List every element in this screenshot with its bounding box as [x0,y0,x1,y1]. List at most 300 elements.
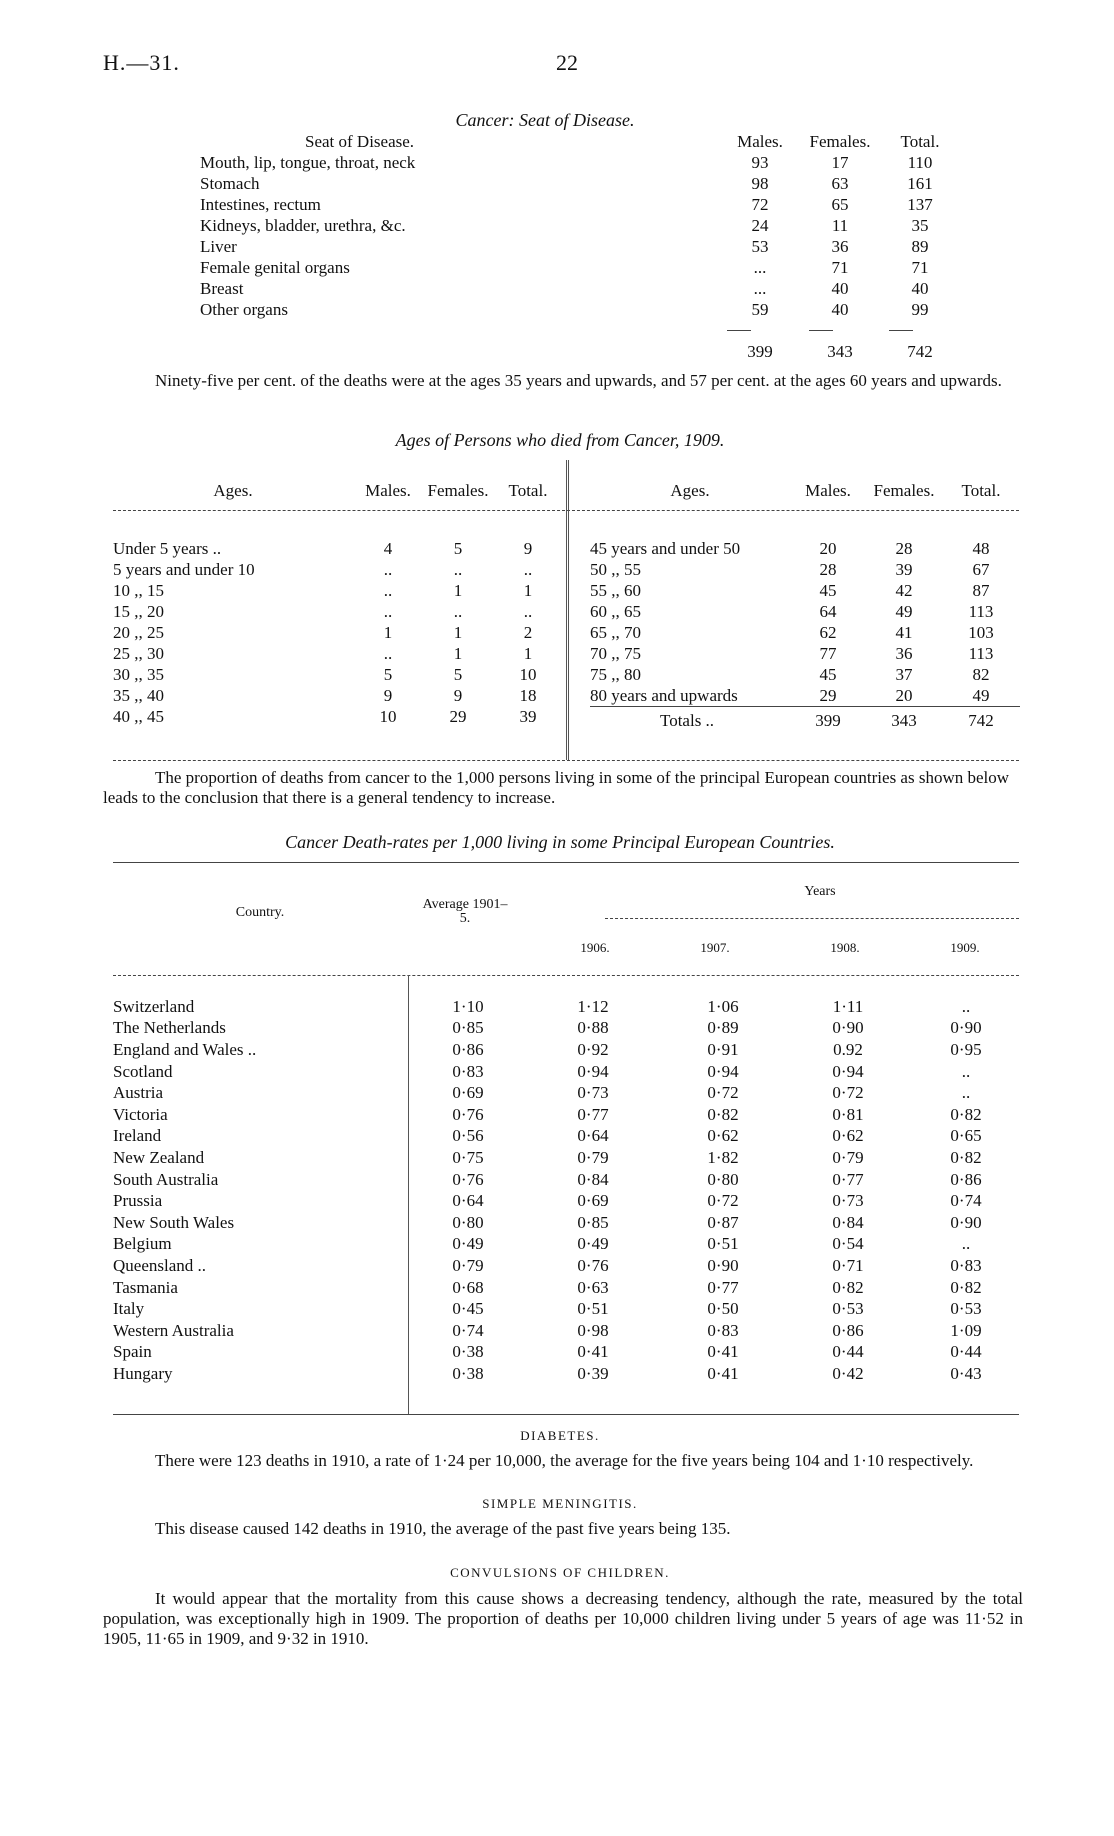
rates-1906: 0·98 [577,1320,609,1340]
rates-country: Ireland [113,1126,162,1146]
seat-col-females: Females. [809,131,871,151]
ages-row [590,622,1020,643]
rates-1909: 0·90 [950,1018,982,1038]
rates-table [113,996,1019,1385]
rates-1907: 0·89 [707,1018,739,1038]
age-females: 20 [895,685,913,705]
age-total: 10 [519,664,537,684]
age-range: 70 ,, 75 [590,643,641,663]
ages-row [113,622,563,643]
rates-1907: 0·90 [707,1255,739,1275]
rates-country: Hungary [113,1363,173,1383]
rates-1907: 0·77 [707,1277,739,1297]
rates-row [113,1104,1019,1126]
rates-1909: 0·43 [950,1363,982,1383]
rates-1908: 0·42 [832,1363,864,1383]
age-total: 2 [523,622,533,642]
rates-row [113,1342,1019,1364]
age-total: 39 [519,706,537,726]
age-males: 1 [383,622,393,642]
ages-row [590,559,1020,580]
ages-total-males: 399 [815,711,841,730]
rates-1906: 0·85 [577,1212,609,1232]
diabetes-text: There were 123 deaths in 1910, a rate of 1·24 per 10,000, the average for the five years being 104 and 1·10 respectively. [155,1451,974,1470]
rates-average: 0·69 [452,1083,484,1103]
ages-col-females: Females. [427,481,489,500]
rates-1906: 0·49 [577,1234,609,1254]
seat-females: 65 [831,194,849,214]
ages-col-males: Males. [365,481,411,500]
seat-label: Kidneys, bladder, urethra, &c. [200,215,406,235]
age-total: 113 [968,601,994,621]
rates-1906: 0·84 [577,1169,609,1189]
rates-1908: 0·86 [832,1320,864,1340]
age-males: .. [383,643,393,663]
ages-row [590,538,1020,559]
ages-row [113,643,563,664]
age-males: 20 [819,538,837,558]
rates-1909: 0·44 [950,1342,982,1362]
rates-1909: 0·53 [950,1299,982,1319]
age-total: 9 [523,538,533,558]
age-range: 15 ,, 20 [113,601,164,621]
age-total: 113 [968,643,994,663]
rates-country: England and Wales .. [113,1039,257,1059]
seat-row [200,152,960,173]
rates-1906: 0·39 [577,1363,609,1383]
seat-males: ... [753,257,767,277]
seat-total: 40 [911,278,929,298]
rates-row [113,996,1019,1018]
age-males: 45 [819,580,837,600]
rates-row [113,1234,1019,1256]
rates-average: 0·85 [452,1018,484,1038]
seat-females: 40 [831,278,849,298]
rates-1906: 0·77 [577,1104,609,1124]
seat-sum-rule [727,330,751,331]
rates-1908: 0·82 [832,1277,864,1297]
age-females: 5 [453,538,463,558]
age-females: .. [453,559,463,579]
rates-col-country: Country. [235,905,285,920]
seat-label: Other organs [200,299,288,319]
ages-divider [566,460,569,760]
rates-country: New Zealand [113,1147,205,1167]
rates-average: 0·49 [452,1234,484,1254]
age-range: 50 ,, 55 [590,559,641,579]
rates-1908: 0.92 [833,1039,863,1059]
age-males: 28 [819,559,837,579]
rates-row [113,1061,1019,1083]
seat-sum-rule [889,330,913,331]
seat-total: 99 [911,299,929,319]
rates-1909: .. [961,996,971,1016]
ages-col-ages: Ages. [670,481,710,500]
seat-col-total: Total. [900,131,940,151]
seat-totals-row [200,341,960,362]
seat-sum-rule [809,330,833,331]
seat-label: Female genital organs [200,257,350,277]
seat-males: 72 [751,194,769,214]
seat-males: ... [753,278,767,298]
diabetes-heading: DIABETES. [520,1428,600,1443]
rates-1908: 0·73 [832,1191,864,1211]
rates-col-1906: 1906. [580,940,610,955]
age-range: 30 ,, 35 [113,664,164,684]
seat-total: 110 [907,152,933,172]
ages-row [590,664,1020,685]
rates-1908: 0·94 [832,1061,864,1081]
rates-1907: 0·94 [707,1061,739,1081]
ages-row [590,601,1020,622]
age-total: 87 [972,580,990,600]
age-range: 10 ,, 15 [113,580,164,600]
age-total: 48 [972,538,990,558]
rates-1907: 0·91 [707,1039,739,1059]
seat-males: 59 [751,299,769,319]
ages-row [590,580,1020,601]
rates-row [113,1320,1019,1342]
meningitis-text: This disease caused 142 deaths in 1910, the average of the past five years being 135. [155,1519,731,1538]
rates-1909: 1·09 [950,1320,982,1340]
age-total: 1 [523,580,533,600]
age-females: 28 [895,538,913,558]
rates-1909: 0·82 [950,1147,982,1167]
age-females: 29 [449,706,467,726]
rates-1907: 0·41 [707,1363,739,1383]
seat-females: 11 [831,215,849,235]
age-range: 75 ,, 80 [590,664,641,684]
rates-country: Austria [113,1083,164,1103]
rates-1908: 0·77 [832,1169,864,1189]
rates-1906: 0·69 [577,1191,609,1211]
age-total: .. [523,601,533,621]
rates-1907: 0·72 [707,1191,739,1211]
ages-total-females: 343 [891,711,917,730]
seat-row [200,257,960,278]
age-females: 1 [453,643,463,663]
rates-col-1907: 1907. [700,940,730,955]
seat-total: 35 [911,215,929,235]
seat-label: Liver [200,236,237,256]
ages-col-ages: Ages. [213,481,253,500]
rates-row [113,1277,1019,1299]
rates-1908: 0·53 [832,1299,864,1319]
rates-country: South Australia [113,1169,219,1189]
age-range: 40 ,, 45 [113,706,164,726]
rates-row [113,1126,1019,1148]
rates-1908: 0·62 [832,1126,864,1146]
seat-total: 71 [911,257,929,277]
ages-col-males: Males. [805,481,851,500]
seat-row [200,173,960,194]
seat-total-females: 343 [827,341,853,361]
rates-1907: 0·87 [707,1212,739,1232]
rates-1907: 0·72 [707,1083,739,1103]
rates-country: Switzerland [113,996,195,1016]
seat-label: Intestines, rectum [200,194,321,214]
age-females: 1 [453,622,463,642]
rates-1906: 0·76 [577,1255,609,1275]
rates-1909: 0·86 [950,1169,982,1189]
age-total: 1 [523,643,533,663]
paragraph-proportion: The proportion of deaths from cancer to the 1,000 persons living in some of the principal European countries as shown below leads to the conclusion that there is a general tendency to increase. [103,768,1010,807]
rates-1908: 1·11 [832,996,864,1016]
age-total: 103 [968,622,994,642]
seat-row [200,194,960,215]
rates-country: Tasmania [113,1277,178,1297]
rates-1906: 0·88 [577,1018,609,1038]
age-females: 1 [453,580,463,600]
ages-row [113,685,563,706]
rates-1906: 0·92 [577,1039,609,1059]
rates-1909: 0·82 [950,1104,982,1124]
convulsions-text: It would appear that the mortality from this cause shows a decreasing tendency, although the rate, measured by the total population, was exceptionally high in 1909. The proportion of deaths per 10,000 children living under 5 years of age was 11·52 in 1905, 11·65 in 1909, and 9·32 in 1910. [103,1589,1023,1648]
age-females: 49 [895,601,913,621]
rates-average: 0·76 [452,1169,484,1189]
rates-1907: 0·50 [707,1299,739,1319]
rates-country: Prussia [113,1191,163,1211]
age-males: 64 [819,601,837,621]
seat-males: 24 [751,215,769,235]
page-reference: H.—31. [103,50,180,75]
rates-1908: 0·90 [832,1018,864,1038]
rates-1906: 0·94 [577,1061,609,1081]
ages-row [113,601,563,622]
ages-row [113,559,563,580]
rates-1908: 0·79 [832,1147,864,1167]
seat-females: 63 [831,173,849,193]
age-range: 20 ,, 25 [113,622,164,642]
age-range: 80 years and upwards [590,685,738,705]
age-females: 36 [895,643,913,663]
seat-total: 161 [907,173,933,193]
rates-1906: 0·79 [577,1147,609,1167]
rates-average: 0·56 [452,1126,484,1146]
age-range: 55 ,, 60 [590,580,641,600]
rates-country: Belgium [113,1234,172,1254]
ages-totals-row [590,707,1020,736]
rates-country: Scotland [113,1061,173,1081]
ages-row [113,664,563,685]
age-total: 82 [972,664,990,684]
seat-total: 89 [911,236,929,256]
rates-1907: 0·62 [707,1126,739,1146]
age-range: 5 years and under 10 [113,559,255,579]
rates-country: The Netherlands [113,1018,226,1038]
age-males: .. [383,580,393,600]
age-females: 42 [895,580,913,600]
age-total: 67 [972,559,990,579]
rates-top-rule [113,862,1019,863]
ages-total-all: 742 [968,711,994,730]
ages-row [113,706,563,727]
rates-col-years: Years [804,884,836,899]
age-males: 10 [379,706,397,726]
rates-country: Spain [113,1342,152,1362]
rates-1907: 0·83 [707,1320,739,1340]
rates-1907: 0·80 [707,1169,739,1189]
seat-row [200,278,960,299]
ages-table-left [113,472,563,727]
seat-row [200,299,960,320]
ages-bottom-rule [113,760,1019,761]
rates-1909: .. [961,1061,971,1081]
age-males: .. [383,601,393,621]
rates-1908: 0·71 [832,1255,864,1275]
ages-row [113,580,563,601]
rates-country: Western Australia [113,1320,234,1340]
paragraph-ages: Ninety-five per cent. of the deaths were at the ages 35 years and upwards, and 57 per cent. at the ages 60 years and upwards. [155,371,1002,390]
age-females: 9 [453,685,463,705]
rates-row [113,1212,1019,1234]
rates-row [113,1363,1019,1385]
rates-1907: 0·51 [707,1234,739,1254]
rates-row [113,1147,1019,1169]
ages-row [590,685,1020,707]
ages-totals-label: Totals .. [660,711,715,730]
age-females: 37 [895,664,913,684]
rates-average: 0·80 [452,1212,484,1232]
age-total: 49 [972,685,990,705]
seat-total-males: 399 [747,341,773,361]
seat-total: 137 [907,194,933,214]
age-range: 25 ,, 30 [113,643,164,663]
seat-females: 71 [831,257,849,277]
rates-average: 0·83 [452,1061,484,1081]
seat-label: Breast [200,278,244,298]
rates-1906: 0·51 [577,1299,609,1319]
age-males: 4 [383,538,393,558]
rates-1909: 0·74 [950,1191,982,1211]
rates-1907: 1·82 [707,1147,739,1167]
rates-row [113,1169,1019,1191]
ages-col-total: Total. [508,481,548,500]
rates-1908: 0·72 [832,1083,864,1103]
convulsions-heading: CONVULSIONS OF CHILDREN. [450,1565,670,1580]
rates-country: New South Wales [113,1212,235,1232]
rates-1906: 0·73 [577,1083,609,1103]
rates-average: 0·64 [452,1191,484,1211]
seat-row [200,236,960,257]
rates-row [113,1082,1019,1104]
seat-females: 40 [831,299,849,319]
age-range: 35 ,, 40 [113,685,164,705]
age-range: 65 ,, 70 [590,622,641,642]
rates-average: 1·10 [452,996,484,1016]
seat-table [200,131,960,362]
seat-females: 36 [831,236,849,256]
rates-average: 0·74 [452,1320,484,1340]
rates-row [113,1039,1019,1061]
rates-1908: 0·84 [832,1212,864,1232]
seat-label: Stomach [200,173,260,193]
rates-1909: 0·90 [950,1212,982,1232]
rates-row [113,1018,1019,1040]
age-males: 5 [383,664,393,684]
rates-col-1908: 1908. [830,940,860,955]
seat-row [200,215,960,236]
rates-bottom-rule [113,1414,1019,1415]
age-females: 41 [895,622,913,642]
age-females: .. [453,601,463,621]
rates-row [113,1190,1019,1212]
seat-females: 17 [831,152,849,172]
seat-males: 53 [751,236,769,256]
rates-average: 0·76 [452,1104,484,1124]
rates-col-average: Average 1901–5. [422,897,508,926]
rates-1908: 0·81 [832,1104,864,1124]
rates-table-title: Cancer Death-rates per 1,000 living in some Principal European Countries. [285,832,835,852]
rates-1909: .. [961,1083,971,1103]
rates-1909: 0·82 [950,1277,982,1297]
rates-1906: 0·63 [577,1277,609,1297]
rates-country: Italy [113,1299,145,1319]
seat-col-header: Seat of Disease. [305,131,415,151]
page-number: 22 [556,50,578,75]
rates-1909: 0·83 [950,1255,982,1275]
age-males: .. [383,559,393,579]
age-males: 62 [819,622,837,642]
rates-average: 0·75 [452,1147,484,1167]
age-range: Under 5 years .. [113,538,222,558]
rates-country: Victoria [113,1104,168,1124]
rates-1907: 0·82 [707,1104,739,1124]
age-females: 5 [453,664,463,684]
rates-average: 0·86 [452,1039,484,1059]
seat-males: 93 [751,152,769,172]
age-males: 45 [819,664,837,684]
rates-1908: 0·54 [832,1234,864,1254]
seat-males: 98 [751,173,769,193]
rates-1909: 0·65 [950,1126,982,1146]
seat-col-males: Males. [737,131,783,151]
age-males: 77 [819,643,837,663]
rates-1907: 1·06 [707,996,739,1016]
rates-col-1909: 1909. [950,940,980,955]
ages-table-title: Ages of Persons who died from Cancer, 1909. [395,430,725,450]
rates-1907: 0·41 [707,1342,739,1362]
rates-row [113,1255,1019,1277]
rates-header-rule [113,975,1019,976]
age-total: 18 [519,685,537,705]
rates-1909: .. [961,1234,971,1254]
age-range: 45 years and under 50 [590,538,741,558]
rates-average: 0·79 [452,1255,484,1275]
ages-row [590,643,1020,664]
seat-table-title: Cancer: Seat of Disease. [455,110,635,130]
rates-average: 0·68 [452,1277,484,1297]
age-females: 39 [895,559,913,579]
ages-table-right [590,472,1020,735]
age-total: .. [523,559,533,579]
rates-country: Queensland .. [113,1255,207,1275]
rates-1908: 0·44 [832,1342,864,1362]
meningitis-heading: SIMPLE MENINGITIS. [482,1496,638,1511]
ages-col-total: Total. [961,481,1001,500]
rates-1906: 0·64 [577,1126,609,1146]
age-males: 9 [383,685,393,705]
rates-average: 0·38 [452,1363,484,1383]
rates-1906: 0·41 [577,1342,609,1362]
ages-row [113,538,563,559]
age-males: 29 [819,685,837,705]
rates-1909: 0·95 [950,1039,982,1059]
seat-total-all: 742 [907,341,933,361]
rates-years-rule [605,918,1019,919]
rates-average: 0·45 [452,1299,484,1319]
seat-label: Mouth, lip, tongue, throat, neck [200,152,416,172]
